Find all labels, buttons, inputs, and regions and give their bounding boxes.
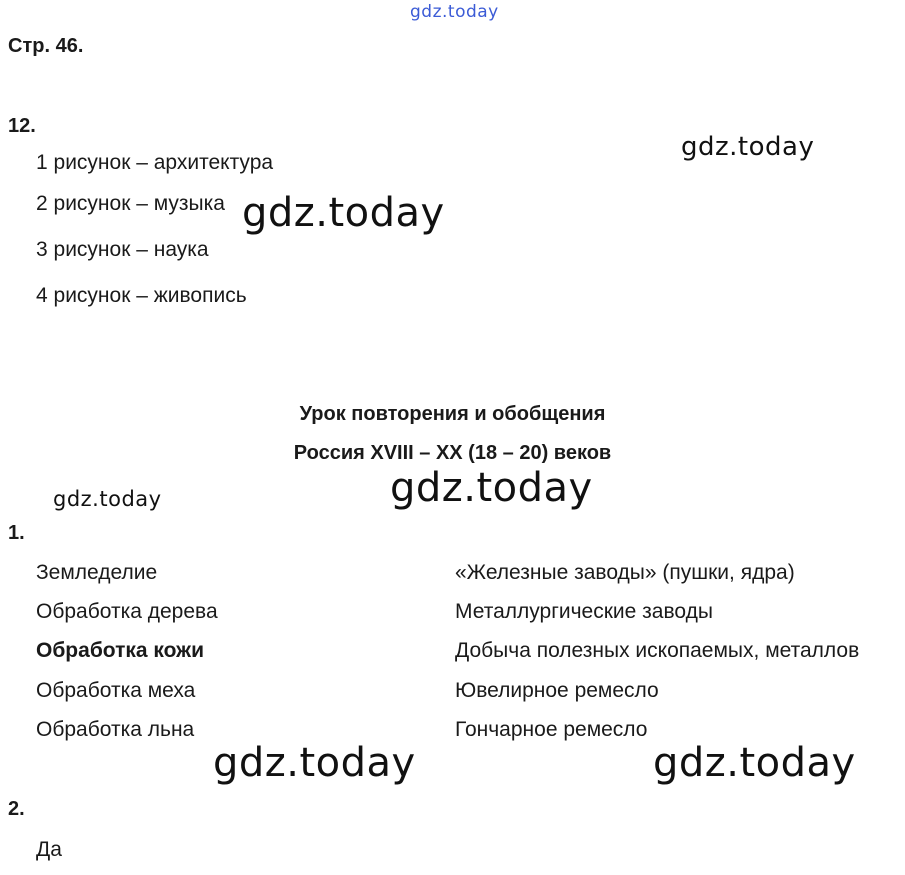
right-column-item: Добыча полезных ископаемых, металлов [455, 639, 860, 662]
list-item: 2 рисунок – музыка [36, 192, 225, 215]
list-item: 3 рисунок – наука [36, 238, 209, 261]
right-column-item: Металлургические заводы [455, 600, 713, 623]
answer-text: Да [36, 838, 62, 861]
watermark: gdz.today [681, 132, 815, 162]
watermark: gdz.today [242, 190, 445, 236]
task-number: 2. [8, 798, 25, 820]
page-number: Стр. 46. [8, 35, 84, 57]
lesson-subtitle: Россия XVIII – XX (18 – 20) веков [293, 442, 612, 464]
lesson-title: Урок повторения и обобщения [299, 403, 606, 425]
left-column-item: Обработка меха [36, 679, 196, 702]
watermark: gdz.today [213, 740, 416, 786]
right-column-item: «Железные заводы» (пушки, ядра) [455, 561, 795, 584]
watermark: gdz.today [53, 487, 162, 511]
list-item: 1 рисунок – архитектура [36, 151, 274, 174]
task-number: 12. [8, 115, 36, 137]
right-column-item: Ювелирное ремесло [455, 679, 659, 702]
left-column-item: Обработка дерева [36, 600, 218, 623]
left-column-item: Земледелие [36, 561, 158, 584]
watermark: gdz.today [410, 2, 499, 22]
task-number: 1. [8, 522, 25, 544]
left-column-item: Обработка льна [36, 718, 195, 741]
watermark: gdz.today [390, 465, 593, 511]
left-column-item: Обработка кожи [36, 639, 204, 662]
watermark: gdz.today [653, 740, 856, 786]
list-item: 4 рисунок – живопись [36, 284, 247, 307]
right-column-item: Гончарное ремесло [455, 718, 648, 741]
